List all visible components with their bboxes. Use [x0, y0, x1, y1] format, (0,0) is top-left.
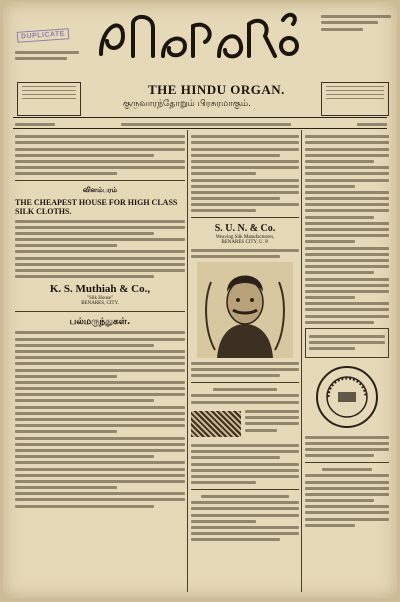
masthead-rule-top	[13, 117, 387, 118]
sun-firm-name: S. U. N. & Co.	[214, 223, 276, 235]
firm-city: BENARES, CITY.	[81, 301, 119, 307]
silk-ad-title: THE CHEAPEST HOUSE FOR HIGH CLASS SILK CLOTHS.	[15, 198, 178, 217]
firm-building: "Silk House"	[86, 296, 114, 302]
tamil-masthead-logo-icon	[93, 6, 303, 66]
column-left	[15, 132, 185, 511]
man-portrait-icon	[197, 262, 293, 358]
subscription-box-right	[321, 82, 389, 116]
top-right-notice	[321, 12, 391, 34]
top-left-notice	[15, 48, 79, 64]
sun-line1: Weaving Silk Manufacturers,	[215, 235, 275, 241]
column-middle	[191, 132, 299, 545]
masthead-english-title: THE HINDU ORGAN.	[148, 82, 285, 97]
circular-stamp-seal-icon	[314, 364, 380, 430]
firm-name: K. S. Muthiah & Co.,	[49, 283, 151, 296]
column-right	[305, 132, 389, 530]
column-divider-1	[187, 130, 188, 592]
notice-block	[15, 135, 185, 175]
ad-heading-tamil: விளம்பரம்	[82, 186, 118, 195]
duplicate-stamp: DUPLICATE	[17, 28, 70, 43]
masthead-tamil-subtitle: குருவாரந்தோறும் பிரசுரமாகும்.	[123, 99, 251, 109]
column-divider-2	[301, 130, 302, 592]
fabric-pattern-icon	[191, 411, 241, 437]
cloth-sample-row	[191, 407, 299, 441]
section-heading: பல்மருந்துகள்.	[69, 317, 131, 328]
newspaper-page	[3, 2, 397, 598]
boxed-notice	[305, 328, 389, 358]
masthead-rule-bottom	[13, 128, 387, 129]
subscription-box-left	[17, 82, 81, 116]
sun-line2: BENARES CITY, U. P.	[221, 240, 269, 246]
